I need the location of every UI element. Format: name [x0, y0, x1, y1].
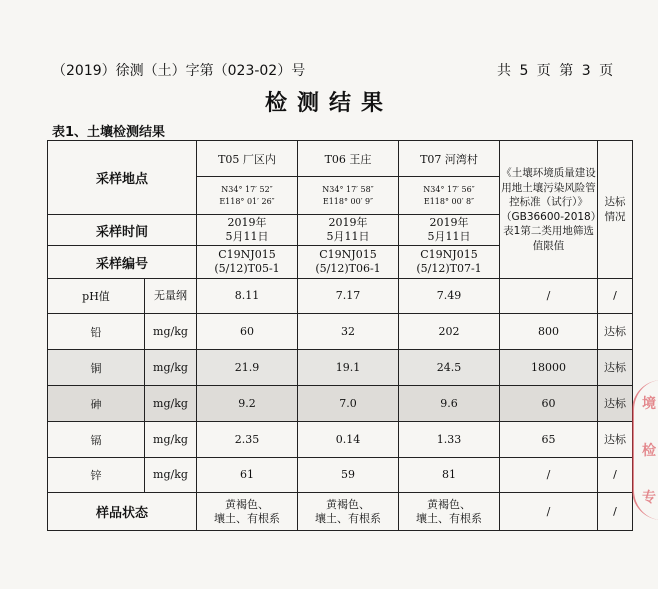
- sample-date: 2019年 5月11日: [197, 215, 298, 246]
- result-value: 24.5: [399, 350, 500, 386]
- sample-state: 黄褐色、 壤土、有根系: [399, 493, 500, 531]
- analyte-name: pH值: [48, 279, 145, 314]
- compliance-status: 达标: [598, 350, 633, 386]
- result-value: 7.17: [298, 279, 399, 314]
- result-value: 59: [298, 458, 399, 493]
- analyte-name: 铜: [48, 350, 145, 386]
- sample-date: 2019年 5月11日: [399, 215, 500, 246]
- page-title: 检测结果: [264, 91, 393, 116]
- result-value: 7.49: [399, 279, 500, 314]
- sample-location: T07 河湾村: [399, 141, 500, 177]
- standard-reference: 《土壤环境质量建设用地土壤污染风险管控标准（试行）》（GB36600-2018）表1第二类用地筛选值限值: [500, 141, 598, 279]
- analyte-unit: 无量纲: [145, 279, 197, 314]
- result-value: 9.6: [399, 386, 500, 422]
- analyte-name: 砷: [48, 386, 145, 422]
- analyte-name: 镉: [48, 422, 145, 458]
- sample-location: T05 厂区内: [197, 141, 298, 177]
- analyte-unit: mg/kg: [145, 422, 197, 458]
- sample-state: 黄褐色、 壤土、有根系: [298, 493, 399, 531]
- location-row: [48, 141, 633, 177]
- time-label: 采样时间: [48, 215, 197, 246]
- result-value: 1.33: [399, 422, 500, 458]
- limit-value: 18000: [500, 350, 598, 386]
- sample-state-label: 样品状态: [48, 493, 197, 531]
- code-label: 采样编号: [48, 246, 197, 279]
- table-caption: 表1、土壤检测结果: [52, 125, 166, 140]
- red-seal-stamp: 境 检 专: [632, 380, 658, 520]
- result-value: 9.2: [197, 386, 298, 422]
- compliance-status: /: [598, 279, 633, 314]
- compliance-status: /: [598, 493, 633, 531]
- limit-value: /: [500, 493, 598, 531]
- limit-value: /: [500, 279, 598, 314]
- compliance-status: 达标: [598, 314, 633, 350]
- limit-value: 60: [500, 386, 598, 422]
- analyte-unit: mg/kg: [145, 458, 197, 493]
- result-value: 0.14: [298, 422, 399, 458]
- sample-coords: N34° 17′ 52″ E118° 01′ 26″: [197, 177, 298, 215]
- compliance-status: 达标: [598, 386, 633, 422]
- result-value: 60: [197, 314, 298, 350]
- compliance-status: 达标: [598, 422, 633, 458]
- sample-coords: N34° 17′ 58″ E118° 00′ 9″: [298, 177, 399, 215]
- result-value: 21.9: [197, 350, 298, 386]
- result-value: 19.1: [298, 350, 399, 386]
- result-value: 81: [399, 458, 500, 493]
- table-row-zinc: [48, 458, 633, 493]
- result-value: 61: [197, 458, 298, 493]
- compliance-status: /: [598, 458, 633, 493]
- sample-state-row: [48, 493, 633, 531]
- compliance-header: 达标情况: [598, 141, 633, 279]
- analyte-unit: mg/kg: [145, 350, 197, 386]
- document-number: （2019）徐测（土）字第（023-02）号: [52, 63, 306, 79]
- table-row-ph: [48, 279, 633, 314]
- table-row-cadmium: [48, 422, 633, 458]
- table-row-lead: [48, 314, 633, 350]
- result-value: 7.0: [298, 386, 399, 422]
- sample-code: C19NJ015 (5/12)T06-1: [298, 246, 399, 279]
- analyte-name: 锌: [48, 458, 145, 493]
- sample-state: 黄褐色、 壤土、有根系: [197, 493, 298, 531]
- analyte-unit: mg/kg: [145, 314, 197, 350]
- limit-value: /: [500, 458, 598, 493]
- table-row-arsenic: [48, 386, 633, 422]
- sample-date: 2019年 5月11日: [298, 215, 399, 246]
- soil-results-table: [47, 140, 633, 531]
- limit-value: 65: [500, 422, 598, 458]
- result-value: 202: [399, 314, 500, 350]
- result-value: 32: [298, 314, 399, 350]
- result-value: 2.35: [197, 422, 298, 458]
- sample-code: C19NJ015 (5/12)T05-1: [197, 246, 298, 279]
- table-row-copper: [48, 350, 633, 386]
- page-info: 共 5 页 第 3 页: [497, 63, 614, 79]
- analyte-unit: mg/kg: [145, 386, 197, 422]
- analyte-name: 铅: [48, 314, 145, 350]
- limit-value: 800: [500, 314, 598, 350]
- sample-coords: N34° 17′ 56″ E118° 00′ 8″: [399, 177, 500, 215]
- sample-location: T06 王庄: [298, 141, 399, 177]
- result-value: 8.11: [197, 279, 298, 314]
- location-label: 采样地点: [48, 141, 197, 215]
- sample-code: C19NJ015 (5/12)T07-1: [399, 246, 500, 279]
